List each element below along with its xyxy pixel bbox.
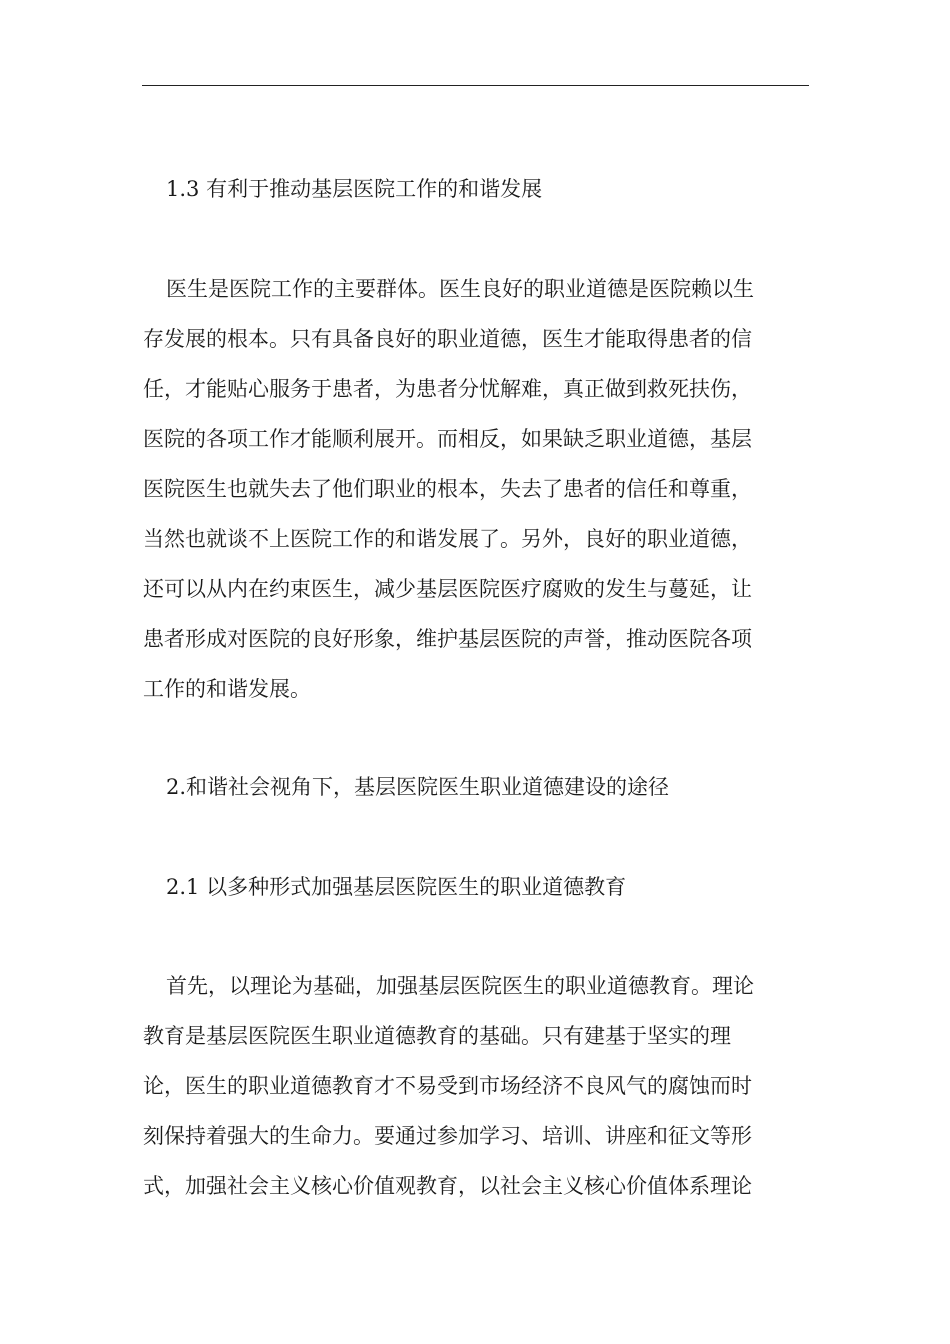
paragraph-line: 当然也就谈不上医院工作的和谐发展了。另外，良好的职业道德，	[143, 527, 752, 551]
paragraph-line: 工作的和谐发展。	[143, 677, 311, 701]
paragraph-line: 式，加强社会主义核心价值观教育，以社会主义核心价值体系理论	[143, 1174, 752, 1198]
section-2-1-paragraph	[143, 961, 803, 1211]
paragraph-line: 任，才能贴心服务于患者，为患者分忧解难，真正做到救死扶伤，	[143, 377, 752, 401]
paragraph-line: 刻保持着强大的生命力。要通过参加学习、培训、讲座和征文等形	[143, 1124, 752, 1148]
paragraph-line: 患者形成对医院的良好形象，维护基层医院的声誉，推动医院各项	[143, 627, 752, 651]
paragraph-line: 首先，以理论为基础，加强基层医院医生的职业道德教育。理论	[166, 974, 754, 998]
paragraph-line: 医生是医院工作的主要群体。医生良好的职业道德是医院赖以生	[166, 277, 754, 301]
paragraph-line: 教育是基层医院医生职业道德教育的基础。只有建基于坚实的理	[143, 1024, 731, 1048]
header-rule	[142, 85, 809, 86]
section-2-heading: 2.和谐社会视角下，基层医院医生职业道德建设的途径	[166, 775, 670, 799]
paragraph-line: 还可以从内在约束医生，减少基层医院医疗腐败的发生与蔓延，让	[143, 577, 752, 601]
section-1-3-heading: 1.3 有利于推动基层医院工作的和谐发展	[166, 177, 543, 201]
section-1-3-paragraph	[143, 264, 803, 714]
paragraph-line: 医院医生也就失去了他们职业的根本，失去了患者的信任和尊重，	[143, 477, 752, 501]
paragraph-line: 论，医生的职业道德教育才不易受到市场经济不良风气的腐蚀而时	[143, 1074, 752, 1098]
paragraph-line: 医院的各项工作才能顺利展开。而相反，如果缺乏职业道德，基层	[143, 427, 752, 451]
paragraph-line: 存发展的根本。只有具备良好的职业道德，医生才能取得患者的信	[143, 327, 752, 351]
section-2-1-heading: 2.1 以多种形式加强基层医院医生的职业道德教育	[166, 875, 627, 899]
